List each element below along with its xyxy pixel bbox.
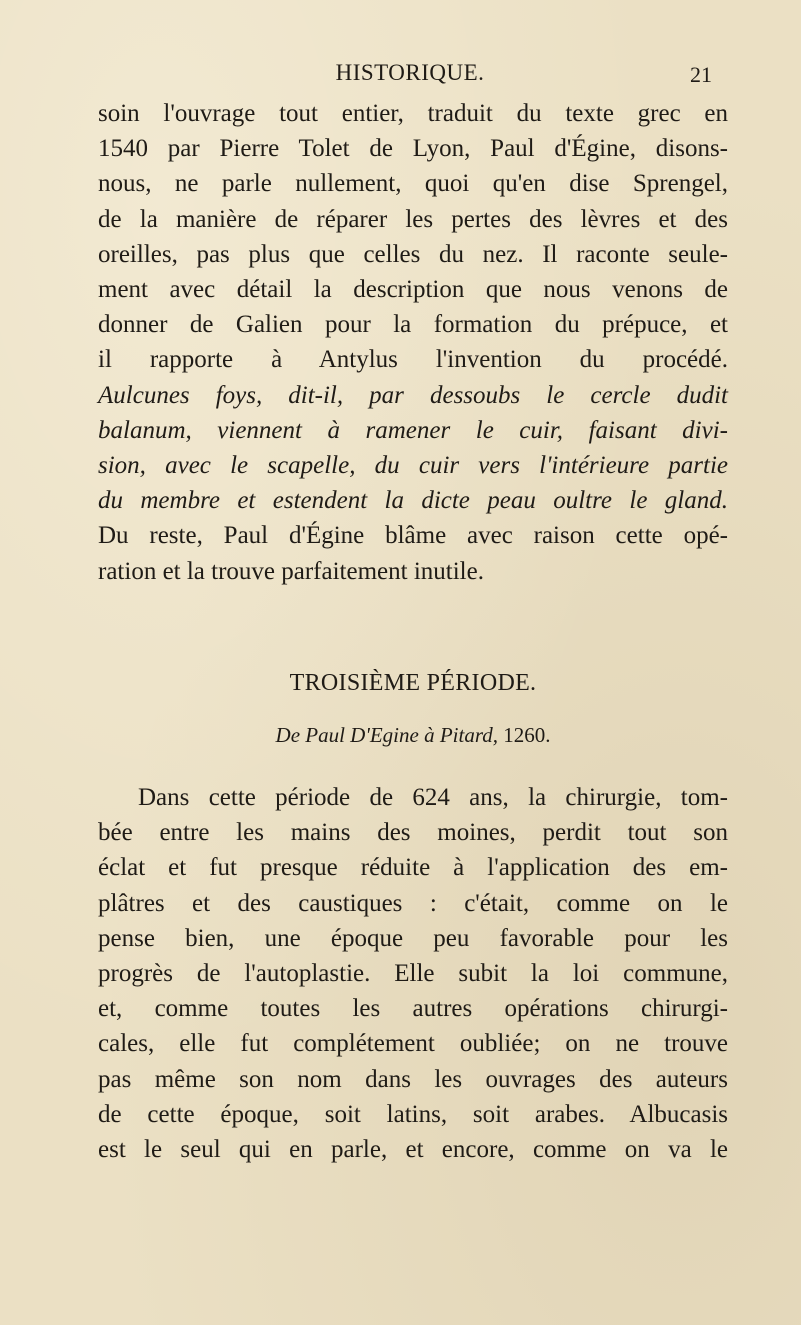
paragraph-1 [98,96,728,589]
subtitle-period: De Paul D'Egine à Pitard, [275,723,498,747]
text-line: il rapporte à Antylus l'invention du procédé. [98,346,728,374]
text-line: ration et la trouve parfaitement inutile. [98,557,484,585]
page-number: 21 [690,62,712,87]
text-line: de la manière de réparer les pertes des lèvres et des [98,205,728,233]
text-line: et, comme toutes les autres opérations chirurgi- [98,995,728,1023]
quoted-text-line: du membre et estendent la dicte peau oultre le gland. [98,487,728,515]
text-line: nous, ne parle nullement, quoi qu'en dise Sprengel, [98,170,728,198]
text-line: ment avec détail la description que nous venons de [98,276,728,304]
text-line: éclat et fut presque réduite à l'application des em- [98,854,728,882]
running-title: HISTORIQUE. [335,60,485,85]
subtitle-year: 1260. [497,723,551,747]
text-line: Du reste, Paul d'Égine blâme avec raison cette opé- [98,522,728,550]
text-line: oreilles, pas plus que celles du nez. Il raconte seule- [98,240,728,268]
text-line: 1540 par Pierre Tolet de Lyon, Paul d'Égine, disons- [98,135,728,163]
quoted-text-line: sion, avec le scapelle, du cuir vers l'intérieure partie [98,452,728,480]
paragraph-2 [98,780,728,1167]
section-title: TROISIÈME PÉRIODE. [289,670,537,696]
quoted-text-line: Aulcunes foys, dit-il, par dessoubs le cercle dudit [98,381,728,409]
section-subtitle [98,723,728,748]
text-line: pense bien, une époque peu favorable pour les [98,924,728,952]
text-line: soin l'ouvrage tout entier, traduit du texte grec en [98,100,728,127]
text-line: bée entre les mains des moines, perdit tout son [98,819,728,847]
text-line: de cette époque, soit latins, soit arabes. Albucasis [98,1100,728,1128]
text-line: est le seul qui en parle, et encore, comme on va le [98,1136,728,1164]
text-line: plâtres et des caustiques : c'était, comme on le [98,889,728,917]
text-line: pas même son nom dans les ouvrages des auteurs [98,1065,728,1093]
text-line: cales, elle fut complétement oubliée; on ne trouve [98,1030,728,1058]
text-line: progrès de l'autoplastie. Elle subit la loi commune, [98,960,728,988]
text-line: Dans cette période de 624 ans, la chirurgie, tom- [138,784,728,811]
quoted-text-line: balanum, viennent à ramener le cuir, faisant divi- [98,416,728,444]
text-line: donner de Galien pour la formation du prépuce, et [98,311,728,339]
